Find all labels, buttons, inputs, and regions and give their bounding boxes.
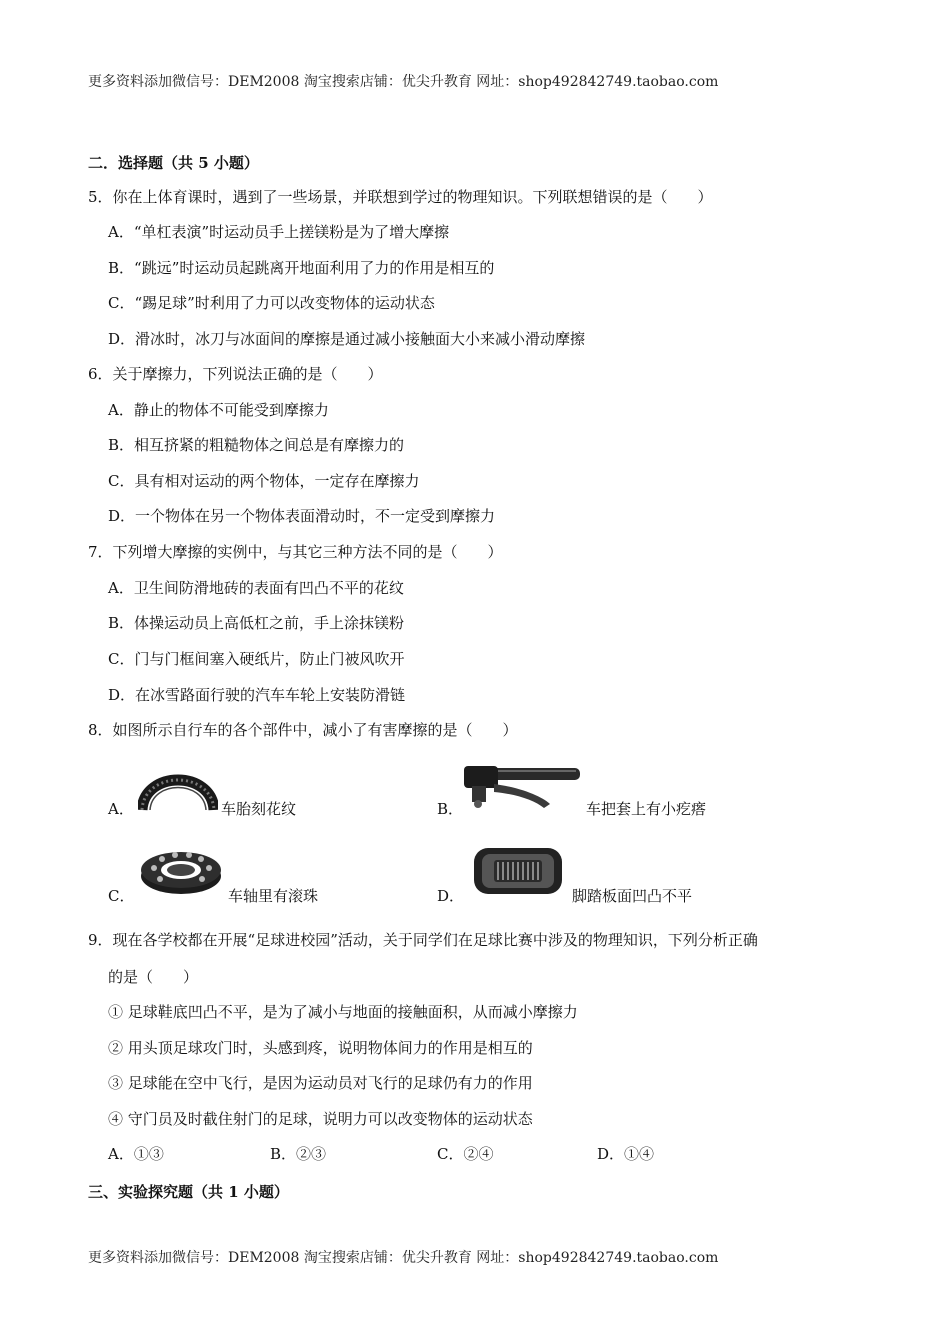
q7-option-a: A．卫生间防滑地砖的表面有凹凸不平的花纹 [108, 579, 404, 597]
q9-stem-line-1: 9．现在各学校都在开展“足球进校园”活动，关于同学们在足球比赛中涉及的物理知识，下列分析正确 [88, 931, 758, 949]
q9-option-c: C．②④ [437, 1145, 494, 1163]
q7-stem: 7．下列增大摩擦的实例中，与其它三种方法不同的是（ ） [88, 543, 503, 561]
section-3-title: 三、实验探究题（共 1 小题） [88, 1183, 289, 1201]
q9-option-d: D．①④ [597, 1145, 655, 1163]
q9-statement-3: ③ 足球能在空中飞行，是因为运动员对飞行的足球仍有力的作用 [108, 1074, 533, 1092]
q6-option-a: A．静止的物体不可能受到摩擦力 [108, 401, 329, 419]
q7-option-b: B．体操运动员上高低杠之前，手上涂抹镁粉 [108, 614, 405, 632]
q9-option-b: B．②③ [270, 1145, 327, 1163]
q6-stem: 6．关于摩擦力，下列说法正确的是（ ） [88, 365, 383, 383]
q6-option-c: C．具有相对运动的两个物体，一定存在摩擦力 [108, 472, 420, 490]
q9-statement-1: ① 足球鞋底凹凸不平，是为了减小与地面的接触面积，从而减小摩擦力 [108, 1003, 578, 1021]
q8-option-d-letter: D． [437, 887, 465, 905]
q8-option-b-text: 车把套上有小疙瘩 [586, 800, 707, 818]
bearing-image [138, 846, 224, 898]
q5-stem: 5．你在上体育课时，遇到了一些场景，并联想到学过的物理知识。下列联想错误的是（ ） [88, 188, 713, 206]
q8-option-d-text: 脚踏板面凹凸不平 [572, 887, 693, 905]
q6-option-b: B．相互挤紧的粗糙物体之间总是有摩擦力的 [108, 436, 405, 454]
q9-statement-4: ④ 守门员及时截住射门的足球，说明力可以改变物体的运动状态 [108, 1110, 533, 1128]
q8-option-c-letter: C． [108, 887, 135, 905]
q8-option-a-letter: A． [108, 800, 134, 818]
q8-option-b-letter: B． [437, 800, 464, 818]
q7-option-c: C．门与门框间塞入硬纸片，防止门被风吹开 [108, 650, 405, 668]
q5-option-b: B．“跳远”时运动员起跳离开地面利用了力的作用是相互的 [108, 259, 495, 277]
page-footer: 更多资料添加微信号：DEM2008 淘宝搜索店铺：优尖升教育 网址：shop492842749.taobao.com [88, 1250, 719, 1266]
pedal-image [468, 842, 568, 900]
page-header: 更多资料添加微信号：DEM2008 淘宝搜索店铺：优尖升教育 网址：shop492842749.taobao.com [88, 74, 719, 90]
q9-option-a: A．①③ [108, 1145, 164, 1163]
q6-option-d: D．一个物体在另一个物体表面滑动时，不一定受到摩擦力 [108, 507, 496, 525]
q5-option-c: C．“踢足球”时利用了力可以改变物体的运动状态 [108, 294, 435, 312]
q7-option-d: D．在冰雪路面行驶的汽车车轮上安装防滑链 [108, 686, 406, 704]
q5-option-d: D．滑冰时，冰刀与冰面间的摩擦是通过减小接触面大小来减小滑动摩擦 [108, 330, 586, 348]
handlebar-grip-image [464, 764, 582, 812]
q9-stem-line-2: 的是（ ） [108, 968, 199, 986]
q9-statement-2: ② 用头顶足球攻门时，头感到疼，说明物体间力的作用是相互的 [108, 1039, 533, 1057]
tire-image [138, 758, 218, 812]
section-2-title: 二．选择题（共 5 小题） [88, 154, 259, 172]
q8-stem: 8．如图所示自行车的各个部件中，减小了有害摩擦的是（ ） [88, 721, 518, 739]
q8-option-a-text: 车胎刻花纹 [221, 800, 297, 818]
q8-option-c-text: 车轴里有滚珠 [228, 887, 319, 905]
q5-option-a: A．“单杠表演”时运动员手上搓镁粉是为了增大摩擦 [108, 223, 450, 241]
